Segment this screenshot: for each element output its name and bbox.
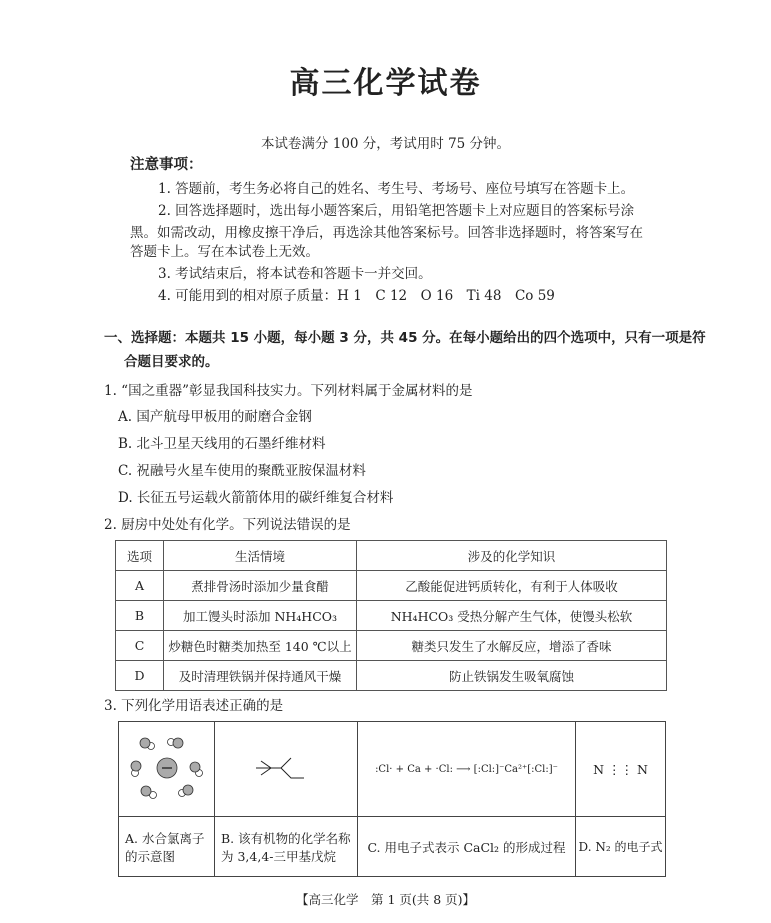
header-cell: 涉及的化学知识 [357,541,667,571]
cell: 乙酸能促进钙质转化，有利于人体吸收 [357,571,667,601]
section-heading-cont: 合题目要求的。 [124,354,219,370]
header-cell: 选项 [116,541,164,571]
caption: D. N₂ 的电子式 [576,817,666,877]
caption-row [119,817,666,877]
formation-left: :Cl· + Ca + ·Cl: [375,763,453,775]
exam-info: 本试卷满分 100 分，考试用时 75 分钟。 [260,136,511,152]
cell [119,722,215,817]
cell: D [116,661,164,691]
q2-stem: 2. 厨房中处处有化学。下列说法错误的是 [104,517,351,533]
table-row [116,661,667,691]
notice-item: 黑。如需改动，用橡皮擦干净后，再选涂其他答案标号。回答非选择题时，将答案写在 [130,225,643,241]
q1-option-a: A. 国产航母甲板用的耐磨合金钢 [118,409,312,425]
table-header-row [116,541,667,571]
notice-item: 3. 考试结束后，将本试卷和答题卡一并交回。 [158,266,432,282]
cell: NH₄HCO₃ 受热分解产生气体，使馒头松软 [357,601,667,631]
notice-item: 2. 回答选择题时，选出每小题答案后，用铅笔把答题卡上对应题目的答案标号涂 [158,203,635,219]
cell: 加工馒头时添加 NH₄HCO₃ [164,601,357,631]
q1-option-c: C. 祝融号火星车使用的聚酰亚胺保温材料 [118,463,366,479]
notice-item: 答题卡上。写在本试卷上无效。 [130,244,319,260]
cell: 防止铁锅发生吸氧腐蚀 [357,661,667,691]
arrow: ⟶ [456,763,471,775]
cell: B [116,601,164,631]
table-row [116,571,667,601]
notice-heading: 注意事项： [130,157,203,173]
caption: B. 该有机物的化学名称为 3,4,4-三甲基戊烷 [215,817,358,877]
cell: N ⋮⋮ N [576,722,666,817]
page-footer: 【高三化学 第 1 页(共 8 页)】 [295,892,476,907]
cell: 及时清理铁锅并保持通风干燥 [164,661,357,691]
cell: A [116,571,164,601]
caption: C. 用电子式表示 CaCl₂ 的形成过程 [358,817,576,877]
cell: 糖类只发生了水解反应，增添了香味 [357,631,667,661]
cell: 炒糖色时糖类加热至 140 ℃以上 [164,631,357,661]
page-title: 高三化学试卷 [289,66,482,101]
cell [215,722,358,817]
section-heading: 一、选择题：本题共 15 小题，每小题 3 分，共 45 分。在每小题给出的四个选项中，只有一项是符 [104,330,706,346]
table-row [116,631,667,661]
cell [358,722,576,817]
q3-stem: 3. 下列化学用语表述正确的是 [104,698,284,714]
cell: 煮排骨汤时添加少量食醋 [164,571,357,601]
header-cell: 生活情境 [164,541,357,571]
skeletal-formula [256,753,316,783]
figure-row [119,722,666,817]
notice-item: 1. 答题前，考生务必将自己的姓名、考生号、考场号、座位号填写在答题卡上。 [158,181,635,197]
formation-right: [:Cl:]⁻Ca²⁺[:Cl:]⁻ [473,763,558,775]
hydrated-chloride-diagram [127,733,207,803]
q3-table [118,721,666,877]
q1-stem: 1. “国之重器”彰显我国科技实力。下列材料属于金属材料的是 [104,383,473,399]
caption: A. 水合氯离子的示意图 [119,817,215,877]
table-row [116,601,667,631]
q1-option-d: D. 长征五号运载火箭箭体用的碳纤维复合材料 [118,490,394,506]
cell: C [116,631,164,661]
notice-item: 4. 可能用到的相对原子质量：H 1 C 12 O 16 Ti 48 Co 59 [158,288,555,304]
q1-option-b: B. 北斗卫星天线用的石墨纤维材料 [118,436,326,452]
q2-table [115,540,667,691]
